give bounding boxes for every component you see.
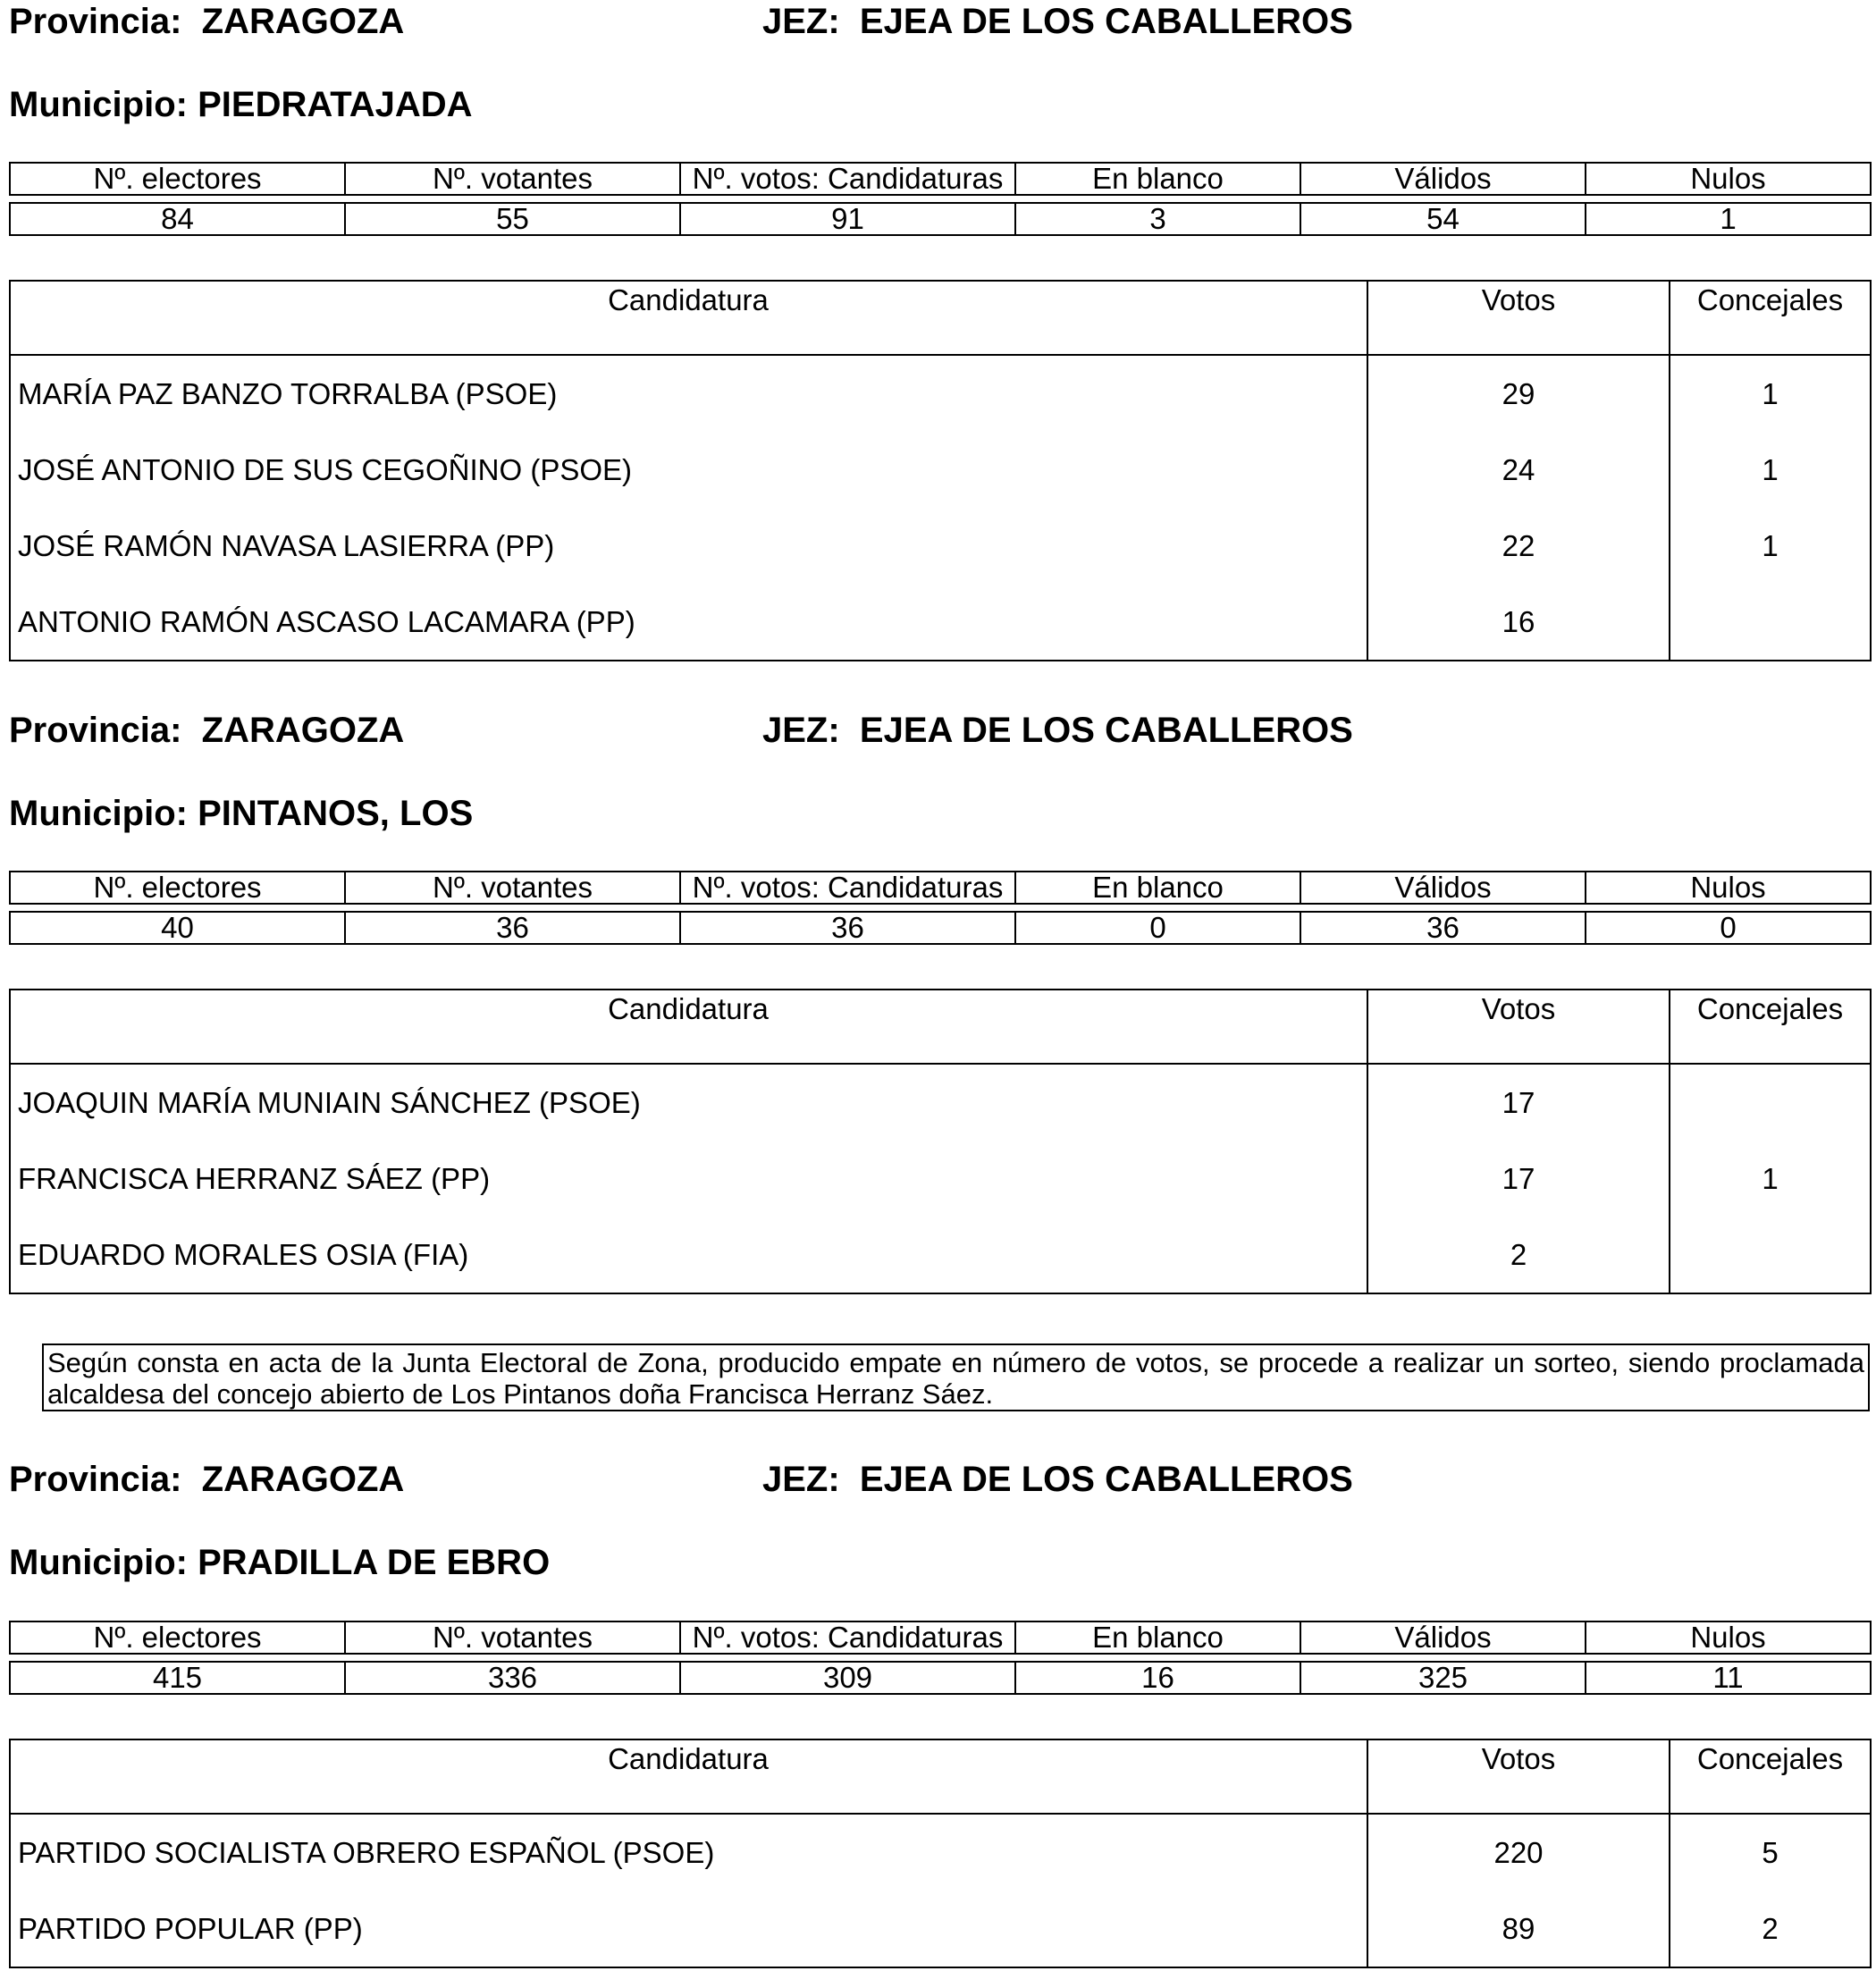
stat-value: 336 bbox=[345, 1662, 680, 1694]
stat-header-validos: Válidos bbox=[1300, 872, 1586, 904]
stats-values-table bbox=[9, 1661, 1872, 1695]
stat-header-votos-candidaturas: Nº. votos: Candidaturas bbox=[680, 163, 1015, 195]
jez-value: EJEA DE LOS CABALLEROS bbox=[859, 1460, 1353, 1499]
candidate-votes: 16 bbox=[1367, 584, 1670, 661]
table-row bbox=[10, 1064, 1871, 1141]
jez-label: JEZ: bbox=[762, 1460, 840, 1499]
stats-table bbox=[9, 162, 1872, 196]
stat-value: 11 bbox=[1586, 1662, 1871, 1694]
stat-value: 40 bbox=[10, 912, 345, 944]
provincia-heading bbox=[9, 0, 404, 43]
tie-note: Según consta en acta de la Junta Electoral de Zona, producido empate en número de votos, se procede a realizar un sorteo, siendo proclamada alcaldesa del concejo abierto de Los Pintanos doña Francisca Herranz Sáez. bbox=[42, 1343, 1870, 1411]
candidate-seats: 2 bbox=[1670, 1891, 1871, 1967]
candidate-votes: 22 bbox=[1367, 508, 1670, 584]
stat-value: 415 bbox=[10, 1662, 345, 1694]
stats-table bbox=[9, 871, 1872, 905]
candidates-header-row bbox=[10, 990, 1871, 1064]
header-candidatura: Candidatura bbox=[10, 1739, 1367, 1814]
table-row bbox=[10, 584, 1871, 661]
candidate-seats: 1 bbox=[1670, 432, 1871, 508]
municipio-value: PIEDRATAJADA bbox=[198, 85, 473, 124]
candidate-name: ANTONIO RAMÓN ASCASO LACAMARA (PP) bbox=[10, 584, 1367, 661]
header-candidatura: Candidatura bbox=[10, 990, 1367, 1064]
provincia-label: Provincia: bbox=[9, 2, 182, 41]
provincia-heading bbox=[9, 709, 404, 752]
header-votos: Votos bbox=[1367, 281, 1670, 355]
candidate-votes: 24 bbox=[1367, 432, 1670, 508]
stats-values-table bbox=[9, 911, 1872, 945]
table-row bbox=[10, 432, 1871, 508]
jez-heading bbox=[762, 709, 1353, 752]
candidate-name: JOAQUIN MARÍA MUNIAIN SÁNCHEZ (PSOE) bbox=[10, 1064, 1367, 1141]
table-row bbox=[10, 1814, 1871, 1891]
municipio-value: PRADILLA DE EBRO bbox=[198, 1543, 551, 1582]
provincia-heading bbox=[9, 1458, 404, 1501]
candidates-header-row bbox=[10, 281, 1871, 355]
municipio-heading bbox=[9, 792, 473, 835]
stats-header-row bbox=[10, 872, 1871, 904]
candidate-seats: 5 bbox=[1670, 1814, 1871, 1891]
stats-header-row bbox=[10, 163, 1871, 195]
stat-header-nulos: Nulos bbox=[1586, 163, 1871, 195]
municipio-heading bbox=[9, 83, 473, 126]
stat-header-votos-candidaturas: Nº. votos: Candidaturas bbox=[680, 872, 1015, 904]
table-row bbox=[10, 1891, 1871, 1967]
candidate-name: FRANCISCA HERRANZ SÁEZ (PP) bbox=[10, 1141, 1367, 1217]
provincia-label: Provincia: bbox=[9, 711, 182, 750]
stat-header-nulos: Nulos bbox=[1586, 1621, 1871, 1654]
candidates-table bbox=[9, 989, 1872, 1294]
stat-value: 36 bbox=[680, 912, 1015, 944]
stat-value: 1 bbox=[1586, 203, 1871, 235]
candidates-table bbox=[9, 280, 1872, 661]
stat-value: 16 bbox=[1015, 1662, 1300, 1694]
candidate-votes: 220 bbox=[1367, 1814, 1670, 1891]
stat-header-electores: Nº. electores bbox=[10, 872, 345, 904]
header-candidatura: Candidatura bbox=[10, 281, 1367, 355]
stat-header-electores: Nº. electores bbox=[10, 1621, 345, 1654]
candidate-name: JOSÉ ANTONIO DE SUS CEGOÑINO (PSOE) bbox=[10, 432, 1367, 508]
candidate-seats: 1 bbox=[1670, 508, 1871, 584]
stat-value: 84 bbox=[10, 203, 345, 235]
jez-heading bbox=[762, 0, 1353, 43]
municipio-label: Municipio: bbox=[9, 794, 188, 833]
candidate-votes: 17 bbox=[1367, 1064, 1670, 1141]
stat-value: 0 bbox=[1015, 912, 1300, 944]
candidates-table bbox=[9, 1739, 1872, 1968]
stat-value: 55 bbox=[345, 203, 680, 235]
table-row bbox=[10, 355, 1871, 432]
candidate-votes: 17 bbox=[1367, 1141, 1670, 1217]
candidate-votes: 89 bbox=[1367, 1891, 1670, 1967]
stat-header-votantes: Nº. votantes bbox=[345, 872, 680, 904]
stat-value: 91 bbox=[680, 203, 1015, 235]
provincia-value: ZARAGOZA bbox=[201, 711, 405, 750]
candidate-seats bbox=[1670, 584, 1871, 661]
provincia-label: Provincia: bbox=[9, 1460, 182, 1499]
jez-heading bbox=[762, 1458, 1353, 1501]
municipio-label: Municipio: bbox=[9, 85, 188, 124]
jez-value: EJEA DE LOS CABALLEROS bbox=[859, 2, 1353, 41]
stat-header-validos: Válidos bbox=[1300, 1621, 1586, 1654]
municipio-heading bbox=[9, 1541, 550, 1584]
stat-header-en-blanco: En blanco bbox=[1015, 872, 1300, 904]
candidate-name: JOSÉ RAMÓN NAVASA LASIERRA (PP) bbox=[10, 508, 1367, 584]
candidate-name: EDUARDO MORALES OSIA (FIA) bbox=[10, 1217, 1367, 1293]
stats-value-row bbox=[10, 203, 1871, 235]
stat-value: 309 bbox=[680, 1662, 1015, 1694]
candidate-name: PARTIDO SOCIALISTA OBRERO ESPAÑOL (PSOE) bbox=[10, 1814, 1367, 1891]
candidate-seats: 1 bbox=[1670, 355, 1871, 432]
candidate-seats bbox=[1670, 1064, 1871, 1141]
stat-header-votos-candidaturas: Nº. votos: Candidaturas bbox=[680, 1621, 1015, 1654]
candidate-name: MARÍA PAZ BANZO TORRALBA (PSOE) bbox=[10, 355, 1367, 432]
header-concejales: Concejales bbox=[1670, 281, 1871, 355]
candidate-name: PARTIDO POPULAR (PP) bbox=[10, 1891, 1367, 1967]
stat-header-en-blanco: En blanco bbox=[1015, 163, 1300, 195]
stats-value-row bbox=[10, 912, 1871, 944]
stat-header-en-blanco: En blanco bbox=[1015, 1621, 1300, 1654]
header-concejales: Concejales bbox=[1670, 990, 1871, 1064]
stats-values-table bbox=[9, 202, 1872, 236]
table-row bbox=[10, 508, 1871, 584]
jez-label: JEZ: bbox=[762, 2, 840, 41]
stat-header-validos: Válidos bbox=[1300, 163, 1586, 195]
stat-value: 36 bbox=[345, 912, 680, 944]
jez-value: EJEA DE LOS CABALLEROS bbox=[859, 711, 1353, 750]
provincia-value: ZARAGOZA bbox=[201, 1460, 405, 1499]
candidate-seats: 1 bbox=[1670, 1141, 1871, 1217]
candidate-votes: 29 bbox=[1367, 355, 1670, 432]
header-concejales: Concejales bbox=[1670, 1739, 1871, 1814]
candidates-header-row bbox=[10, 1739, 1871, 1814]
stats-table bbox=[9, 1621, 1872, 1655]
municipio-value: PINTANOS, LOS bbox=[198, 794, 474, 833]
jez-label: JEZ: bbox=[762, 711, 840, 750]
candidate-seats bbox=[1670, 1217, 1871, 1293]
provincia-value: ZARAGOZA bbox=[201, 2, 405, 41]
stat-header-nulos: Nulos bbox=[1586, 872, 1871, 904]
stat-value: 3 bbox=[1015, 203, 1300, 235]
municipio-label: Municipio: bbox=[9, 1543, 188, 1582]
table-row bbox=[10, 1217, 1871, 1293]
stat-value: 36 bbox=[1300, 912, 1586, 944]
stat-value: 54 bbox=[1300, 203, 1586, 235]
stat-header-votantes: Nº. votantes bbox=[345, 1621, 680, 1654]
stat-header-votantes: Nº. votantes bbox=[345, 163, 680, 195]
stats-value-row bbox=[10, 1662, 1871, 1694]
header-votos: Votos bbox=[1367, 1739, 1670, 1814]
header-votos: Votos bbox=[1367, 990, 1670, 1064]
stat-value: 325 bbox=[1300, 1662, 1586, 1694]
candidate-votes: 2 bbox=[1367, 1217, 1670, 1293]
stats-header-row bbox=[10, 1621, 1871, 1654]
table-row bbox=[10, 1141, 1871, 1217]
stat-header-electores: Nº. electores bbox=[10, 163, 345, 195]
stat-value: 0 bbox=[1586, 912, 1871, 944]
